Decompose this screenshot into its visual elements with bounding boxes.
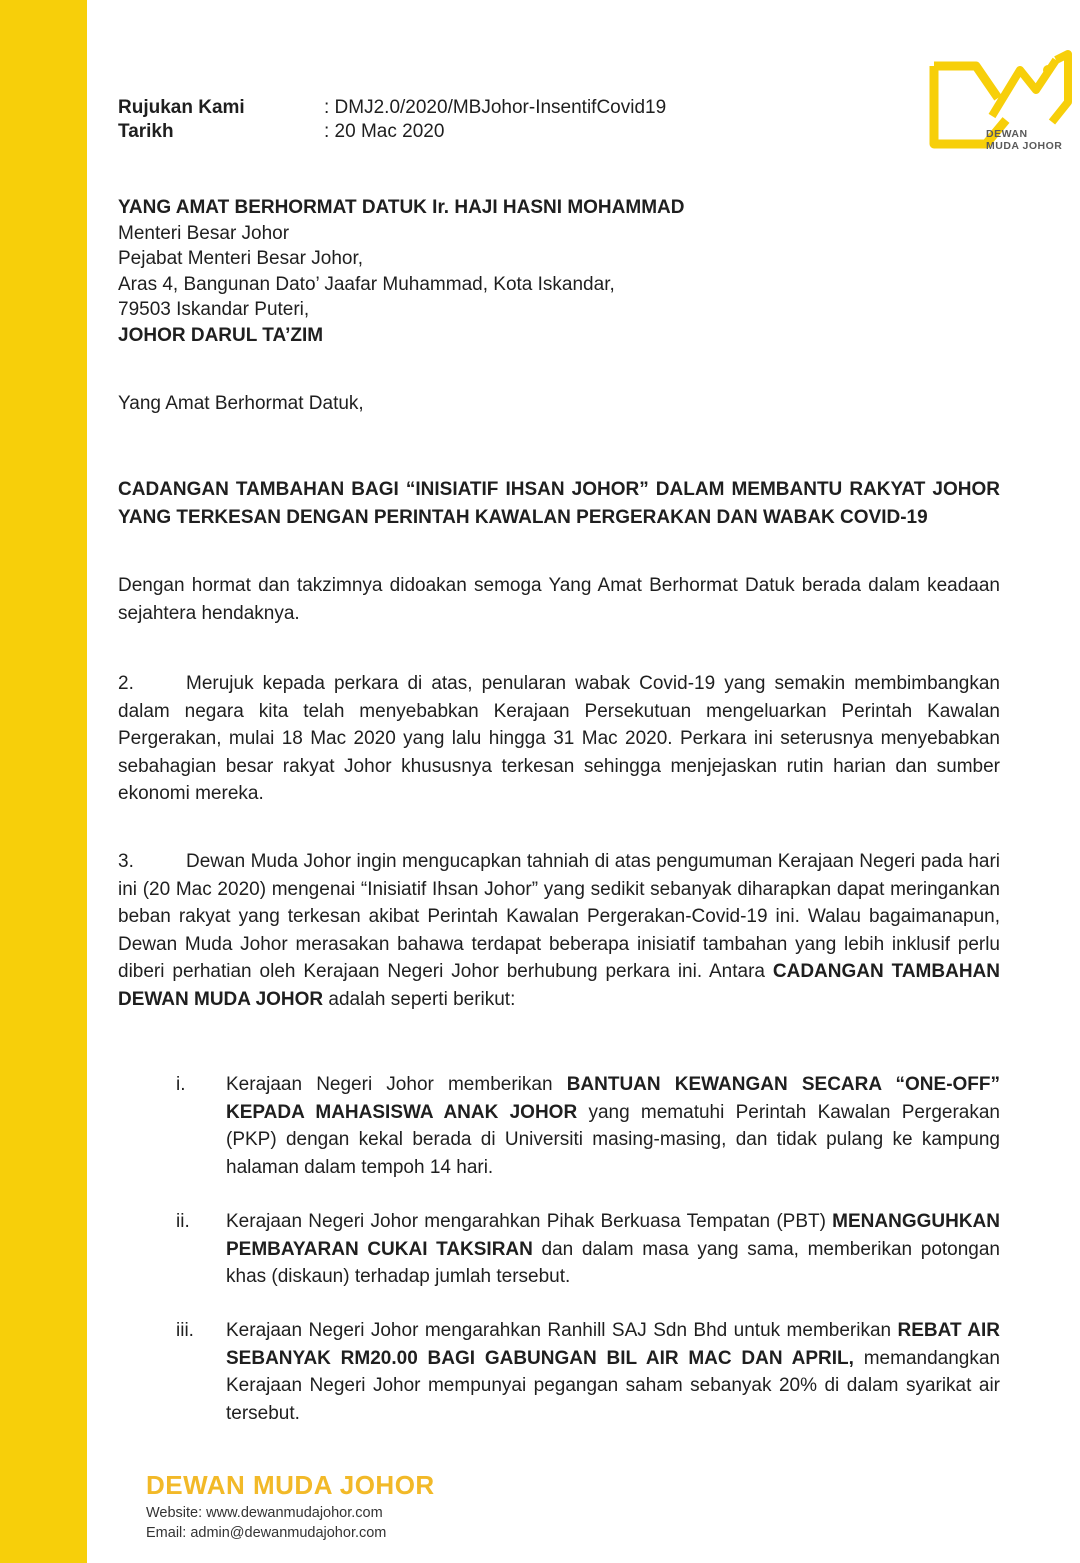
tarikh-value: : 20 Mac 2020 (324, 121, 445, 142)
logo-line-2: MUDA JOHOR (986, 140, 1063, 152)
paragraph-3-number: 3. (118, 851, 134, 872)
yellow-side-bar (0, 0, 87, 1563)
list-item-text (226, 1071, 1000, 1181)
logo-line-1: DEWAN (986, 128, 1028, 140)
paragraph-3-text: Dewan Muda Johor ingin mengucapkan tahniah di atas pengumuman Kerajaan Negeri pada hari ini (20 Mac 2020) mengenai “Inisiatif Ihsan Johor” yang sedikit sebanyak diharapkan dapat meringankan beban rakyat yang terkesan akibat Perintah Kawalan Pergerakan-Covid-19 ini. Walau bagaimanapun, Dewan Muda Johor merasakan bahawa terdapat beberapa inisiatif tambahan yang lebih inklusif perlu diberi perhatian oleh Kerajaan Negeri Johor berhubung perkara ini. Antara (118, 851, 1000, 982)
address-line-4: 79503 Iskandar Puteri, (118, 299, 310, 320)
list-item-post: dan dalam masa yang sama, memberikan potongan khas (diskaun) terhadap jumlah tersebut. (226, 1238, 1000, 1287)
list-item (118, 1208, 1000, 1291)
list-item-bold: BANTUAN KEWANGAN SECARA “ONE-OFF” KEPADA MAHASISWA ANAK JOHOR (226, 1074, 1001, 1123)
list-item (118, 1317, 1000, 1427)
paragraph-3 (118, 848, 1000, 1013)
list-item-post: memandangkan Kerajaan Negeri Johor mempunyai pegangan saham sebanyak 20% di dalam syarikat air tersebut. (226, 1347, 1000, 1424)
address-state: JOHOR DARUL TA’ZIM (118, 324, 324, 346)
list-item (118, 1071, 1000, 1181)
list-item-number: iii. (176, 1320, 194, 1341)
footer (146, 1470, 435, 1541)
list-item-pre: Kerajaan Negeri Johor memberikan (226, 1074, 553, 1095)
salutation: Yang Amat Berhormat Datuk, (118, 393, 364, 414)
opening-paragraph: Dengan hormat dan takzimnya didoakan semoga Yang Amat Berhormat Datuk berada dalam keadaan sejahtera hendaknya. (118, 575, 1000, 624)
list-item-post: yang mematuhi Perintah Kawalan Pergerakan (PKP) dengan kekal berada di Universiti masing-masing, dan tidak pulang ke kampung halaman dalam tempoh 14 hari. (226, 1101, 1000, 1178)
paragraph-3-bold: CADANGAN TAMBAHAN DEWAN MUDA JOHOR (118, 961, 1000, 1010)
paragraph-3-tail: adalah seperti berikut: (328, 988, 516, 1010)
paragraph-2 (118, 670, 1000, 808)
tarikh-label: Tarikh (118, 121, 174, 142)
recipient-name: YANG AMAT BERHORMAT DATUK Ir. HAJI HASNI MOHAMMAD (118, 197, 685, 218)
reference-block (118, 96, 666, 144)
address-line-2: Pejabat Menteri Besar Johor, (118, 248, 364, 269)
address-line-1: Menteri Besar Johor (118, 222, 290, 244)
footer-website: Website: www.dewanmudajohor.com (146, 1505, 383, 1521)
paragraph-2-text: Merujuk kepada perkara di atas, penularan wabak Covid-19 yang semakin membimbangkan dalam negara kita telah menyebabkan Kerajaan Persekutuan mengeluarkan Perintah Kawalan Pergerakan, mulai 18 Mac 2020 yang lalu hingga 31 Mac 2020. Perkara ini seterusnya menyebabkan sebahagian besar rakyat Johor khususnya terkesan sehingga menjejaskan rutin harian dan sumber ekonomi mereka. (118, 673, 1000, 804)
list-item-text (226, 1317, 1000, 1427)
list-item-pre: Kerajaan Negeri Johor mengarahkan Pihak Berkuasa Tempatan (PBT) (226, 1211, 826, 1232)
list-item-bold: REBAT AIR SEBANYAK RM20.00 BAGI GABUNGAN BIL AIR MAC DAN APRIL, (226, 1320, 1000, 1369)
list-item-pre: Kerajaan Negeri Johor mengarahkan Ranhill SAJ Sdn Bhd untuk memberikan (226, 1320, 892, 1341)
paragraph-2-number: 2. (118, 673, 134, 694)
rujukan-value: : DMJ2.0/2020/MBJohor-InsentifCovid19 (324, 97, 667, 118)
list-item-number: i. (176, 1074, 186, 1095)
address-line-3: Aras 4, Bangunan Dato’ Jaafar Muhammad, Kota Iskandar, (118, 273, 615, 295)
logo-text (986, 128, 1062, 152)
list-item-text (226, 1208, 1000, 1291)
address-block (118, 195, 684, 348)
footer-title: DEWAN MUDA JOHOR (146, 1470, 435, 1500)
subject-heading: CADANGAN TAMBAHAN BAGI “INISIATIF IHSAN JOHOR” DALAM MEMBANTU RAKYAT JOHOR YANG TERKESAN DENGAN PERINTAH KAWALAN PERGERAKAN DAN WABAK COVID-19 (118, 479, 1000, 528)
list-item-number: ii. (176, 1211, 190, 1232)
list-item-bold: MENANGGUHKAN PEMBAYARAN CUKAI TAKSIRAN (226, 1211, 1000, 1260)
footer-email: Email: admin@dewanmudajohor.com (146, 1525, 387, 1541)
rujukan-label: Rujukan Kami (118, 97, 245, 118)
